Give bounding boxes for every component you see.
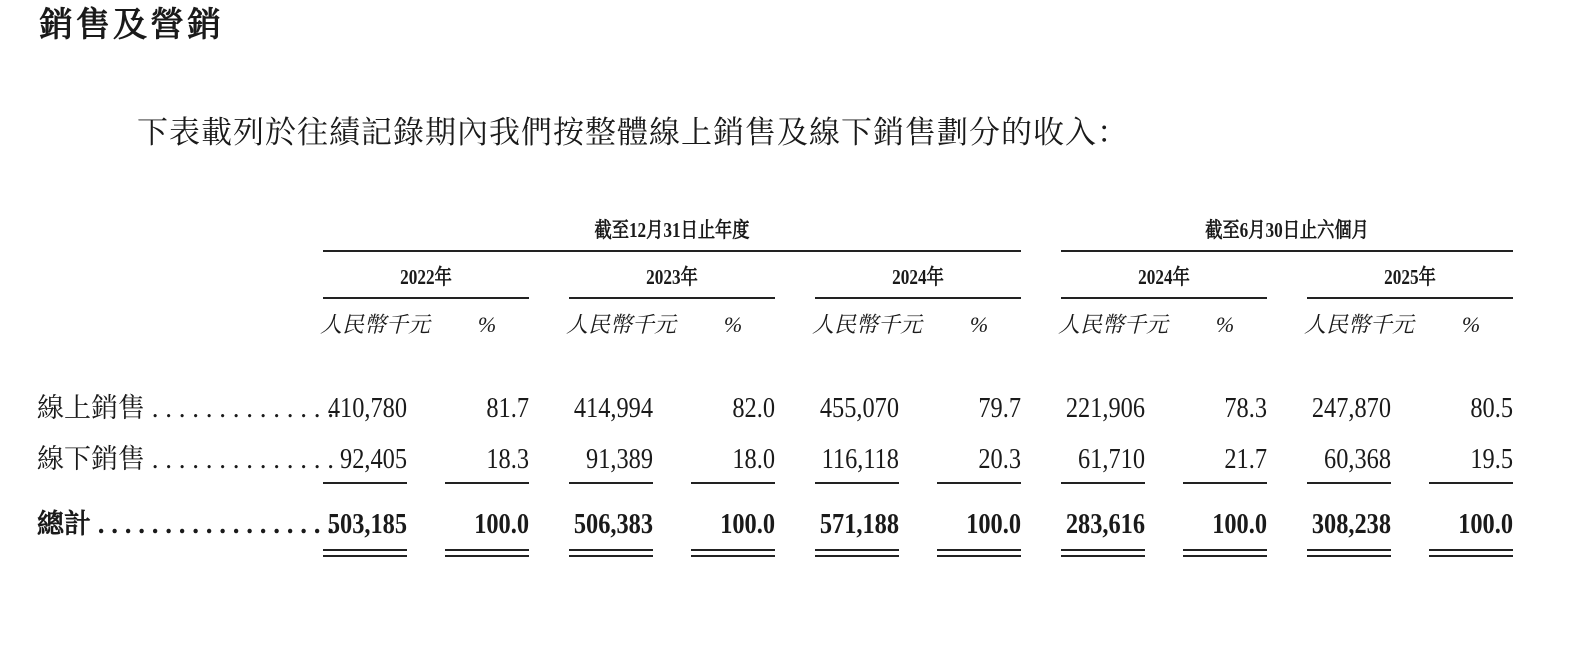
row-label-offline-sales: 線下銷售 . . . . . . . . . . . . . . [37, 444, 334, 474]
group-rule [323, 250, 1021, 252]
unit-amount-header: 人民幣千元 [1304, 312, 1415, 337]
section-heading: 銷售及營銷 [39, 5, 224, 45]
subtotal-rule [1307, 482, 1391, 484]
unit-amount-header: 人民幣千元 [812, 312, 923, 337]
table-cell: 20.3 [978, 443, 1021, 475]
group-header-six-months: 截至6月30日止六個月 [1205, 218, 1369, 242]
subtotal-rule [691, 482, 775, 484]
table-cell-total: 100.0 [474, 508, 529, 540]
total-double-rule [445, 549, 529, 557]
year-header: 2022年 [400, 265, 452, 289]
year-header: 2024年 [1138, 265, 1190, 289]
row-label-online-sales: 線上銷售 . . . . . . . . . . . . . . [37, 393, 334, 423]
total-double-rule [815, 549, 899, 557]
row-label-total: 總計 . . . . . . . . . . . . . . . . . . [37, 509, 334, 539]
subtotal-rule [323, 482, 407, 484]
subtotal-rule [445, 482, 529, 484]
unit-amount-header: 人民幣千元 [1058, 312, 1169, 337]
table-cell: 21.7 [1224, 443, 1267, 475]
total-double-rule [937, 549, 1021, 557]
total-double-rule [323, 549, 407, 557]
unit-pct-header: % [477, 312, 497, 337]
total-double-rule [1429, 549, 1513, 557]
year-header: 2025年 [1384, 265, 1436, 289]
unit-pct-header: % [723, 312, 743, 337]
total-double-rule [1307, 549, 1391, 557]
table-cell: 92,405 [340, 443, 407, 475]
unit-amount-header: 人民幣千元 [320, 312, 431, 337]
year-header: 2024年 [892, 265, 944, 289]
group-rule [1061, 250, 1513, 252]
table-cell: 91,389 [586, 443, 653, 475]
subtotal-rule [1183, 482, 1267, 484]
unit-pct-header: % [1461, 312, 1481, 337]
year-rule [1307, 297, 1513, 299]
year-rule [323, 297, 529, 299]
table-cell-total: 100.0 [720, 508, 775, 540]
table-cell: 414,994 [573, 392, 653, 424]
table-cell: 247,870 [1311, 392, 1391, 424]
total-double-rule [1183, 549, 1267, 557]
table-cell: 221,906 [1065, 392, 1145, 424]
year-rule [1061, 297, 1267, 299]
year-rule [815, 297, 1021, 299]
table-cell: 80.5 [1470, 392, 1513, 424]
total-double-rule [1061, 549, 1145, 557]
subtotal-rule [937, 482, 1021, 484]
unit-pct-header: % [1215, 312, 1235, 337]
table-cell-total: 100.0 [1458, 508, 1513, 540]
table-cell-total: 506,383 [573, 508, 653, 540]
subtotal-rule [569, 482, 653, 484]
table-cell: 455,070 [819, 392, 899, 424]
table-cell: 82.0 [732, 392, 775, 424]
table-cell-total: 308,238 [1311, 508, 1391, 540]
table-cell: 18.3 [486, 443, 529, 475]
table-cell-total: 100.0 [966, 508, 1021, 540]
table-cell: 81.7 [486, 392, 529, 424]
table-cell: 19.5 [1470, 443, 1513, 475]
table-cell: 60,368 [1324, 443, 1391, 475]
table-cell: 18.0 [732, 443, 775, 475]
table-cell: 116,118 [821, 443, 899, 475]
total-double-rule [569, 549, 653, 557]
table-cell-total: 571,188 [819, 508, 899, 540]
group-header-annual: 截至12月31日止年度 [594, 218, 750, 242]
subtotal-rule [1429, 482, 1513, 484]
year-rule [569, 297, 775, 299]
subtotal-rule [1061, 482, 1145, 484]
table-cell-total: 503,185 [327, 508, 407, 540]
unit-amount-header: 人民幣千元 [566, 312, 677, 337]
table-cell: 78.3 [1224, 392, 1267, 424]
total-double-rule [691, 549, 775, 557]
table-cell-total: 100.0 [1212, 508, 1267, 540]
table-cell: 79.7 [978, 392, 1021, 424]
table-cell: 410,780 [327, 392, 407, 424]
intro-paragraph: 下表載列於往績記錄期內我們按整體線上銷售及線下銷售劃分的收入： [137, 115, 1129, 151]
unit-pct-header: % [969, 312, 989, 337]
table-cell: 61,710 [1078, 443, 1145, 475]
subtotal-rule [815, 482, 899, 484]
year-header: 2023年 [646, 265, 698, 289]
table-cell-total: 283,616 [1065, 508, 1145, 540]
